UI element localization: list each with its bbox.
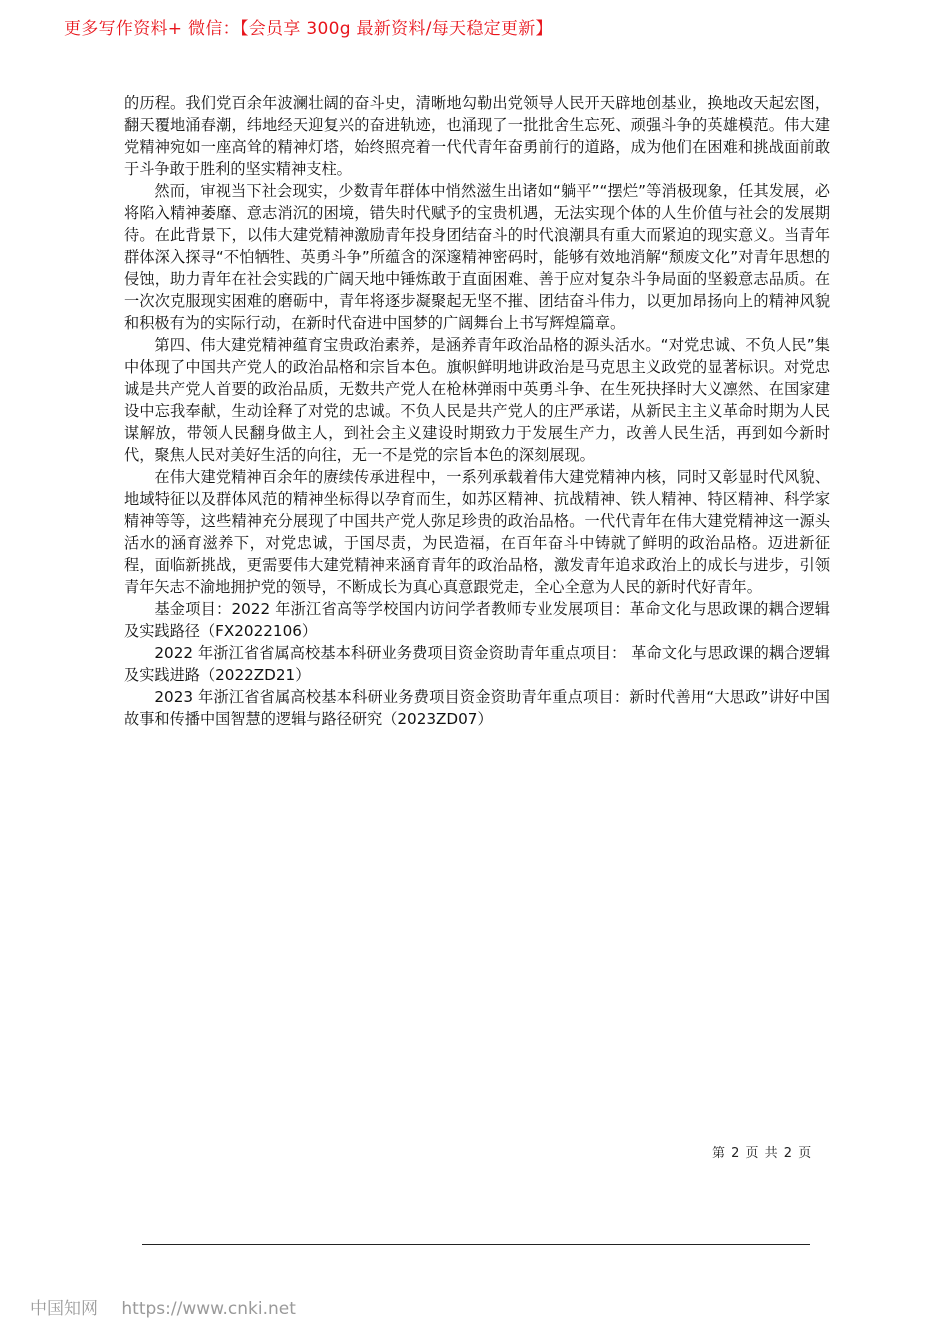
funding-note-2: 2022 年浙江省省属高校基本科研业务费项目资金资助青年重点项目： 革命文化与思政课的耦合逻辑及实践进路（2022ZD21） <box>124 644 830 684</box>
funding-note-1: 基金项目：2022 年浙江省高等学校国内访问学者教师专业发展项目：革命文化与思政课的耦合逻辑及实践路径（FX2022106） <box>124 600 830 640</box>
funding-note-3: 2023 年浙江省省属高校基本科研业务费项目资金资助青年重点项目：新时代善用“大思政”讲好中国故事和传播中国智慧的逻辑与路径研究（2023ZD07） <box>124 688 830 728</box>
paragraph-youth-struggle: 然而，审视当下社会现实，少数青年群体中悄然滋生出诸如“躺平”“摆烂”等消极现象，任其发展，必将陷入精神萎靡、意志消沉的困境，错失时代赋予的宝贵机遇，无法实现个体的人生价值与社会的发展期待。在此背景下，以伟大建党精神激励青年投身团结奋斗的时代浪潮具有重大而紧迫的现实意义。当青年群体深入探寻“不怕牺牲、英勇斗争”所蕴含的深邃精神密码时，能够有效地消解“颓废文化”对青年思想的侵蚀，助力青年在社会实践的广阔天地中锤炼敢于直面困难、善于应对复杂斗争局面的坚毅意志品质。在一次次克服现实困难的磨砺中，青年将逐步凝聚起无坚不摧、团结奋斗伟力，以更加昂扬向上的精神风貌和积极有为的实际行动，在新时代奋进中国梦的广阔舞台上书写辉煌篇章。 <box>124 182 830 332</box>
cnki-watermark <box>30 1294 296 1319</box>
footer-divider <box>142 1244 810 1245</box>
paragraph-continuation: 的历程。我们党百余年波澜壮阔的奋斗史，清晰地勾勒出党领导人民开天辟地创基业，换地改天起宏图，翻天覆地涌春潮，纬地经天迎复兴的奋进轨迹，也涌现了一批批舍生忘死、顽强斗争的英雄模范。伟大建党精神宛如一座高耸的精神灯塔，始终照亮着一代代青年奋勇前行的道路，成为他们在困难和挑战面前敢于斗争敢于胜利的坚实精神支柱。 <box>124 94 830 178</box>
document-body <box>124 92 830 730</box>
page-number: 第 2 页 共 2 页 <box>712 1146 813 1161</box>
watermark-url: https://www.cnki.net <box>121 1299 296 1319</box>
promo-banner: 更多写作资料+ 微信：【会员享 300g 最新资料/每天稳定更新】 <box>64 19 553 39</box>
paragraph-point-four: 第四、伟大建党精神蕴育宝贵政治素养，是涵养青年政治品格的源头活水。“对党忠诚、不负人民”集中体现了中国共产党人的政治品格和宗旨本色。旗帜鲜明地讲政治是马克思主义政党的显著标识。对党忠诚是共产党人首要的政治品质，无数共产党人在枪林弹雨中英勇斗争、在生死抉择时大义凛然、在国家建设中忘我奉献，生动诠释了对党的忠诚。不负人民是共产党人的庄严承诺，从新民主主义革命时期为人民谋解放，带领人民翻身做主人，到社会主义建设时期致力于发展生产力，改善人民生活，再到如今新时代，聚焦人民对美好生活的向往，无一不是党的宗旨本色的深刻展现。 <box>124 336 830 464</box>
paragraph-spirit-lineage: 在伟大建党精神百余年的赓续传承进程中，一系列承载着伟大建党精神内核，同时又彰显时代风貌、地域特征以及群体风范的精神坐标得以孕育而生，如苏区精神、抗战精神、铁人精神、特区精神、科学家精神等等，这些精神充分展现了中国共产党人弥足珍贵的政治品格。一代代青年在伟大建党精神这一源头活水的涵育滋养下，对党忠诚，于国尽责，为民造福，在百年奋斗中铸就了鲜明的政治品格。迈进新征程，面临新挑战，更需要伟大建党精神来涵育青年的政治品格，激发青年追求政治上的成长与进步，引领青年矢志不渝地拥护党的领导，不断成长为真心真意跟党走，全心全意为人民的新时代好青年。 <box>124 468 830 596</box>
watermark-site-name: 中国知网 <box>30 1299 98 1319</box>
